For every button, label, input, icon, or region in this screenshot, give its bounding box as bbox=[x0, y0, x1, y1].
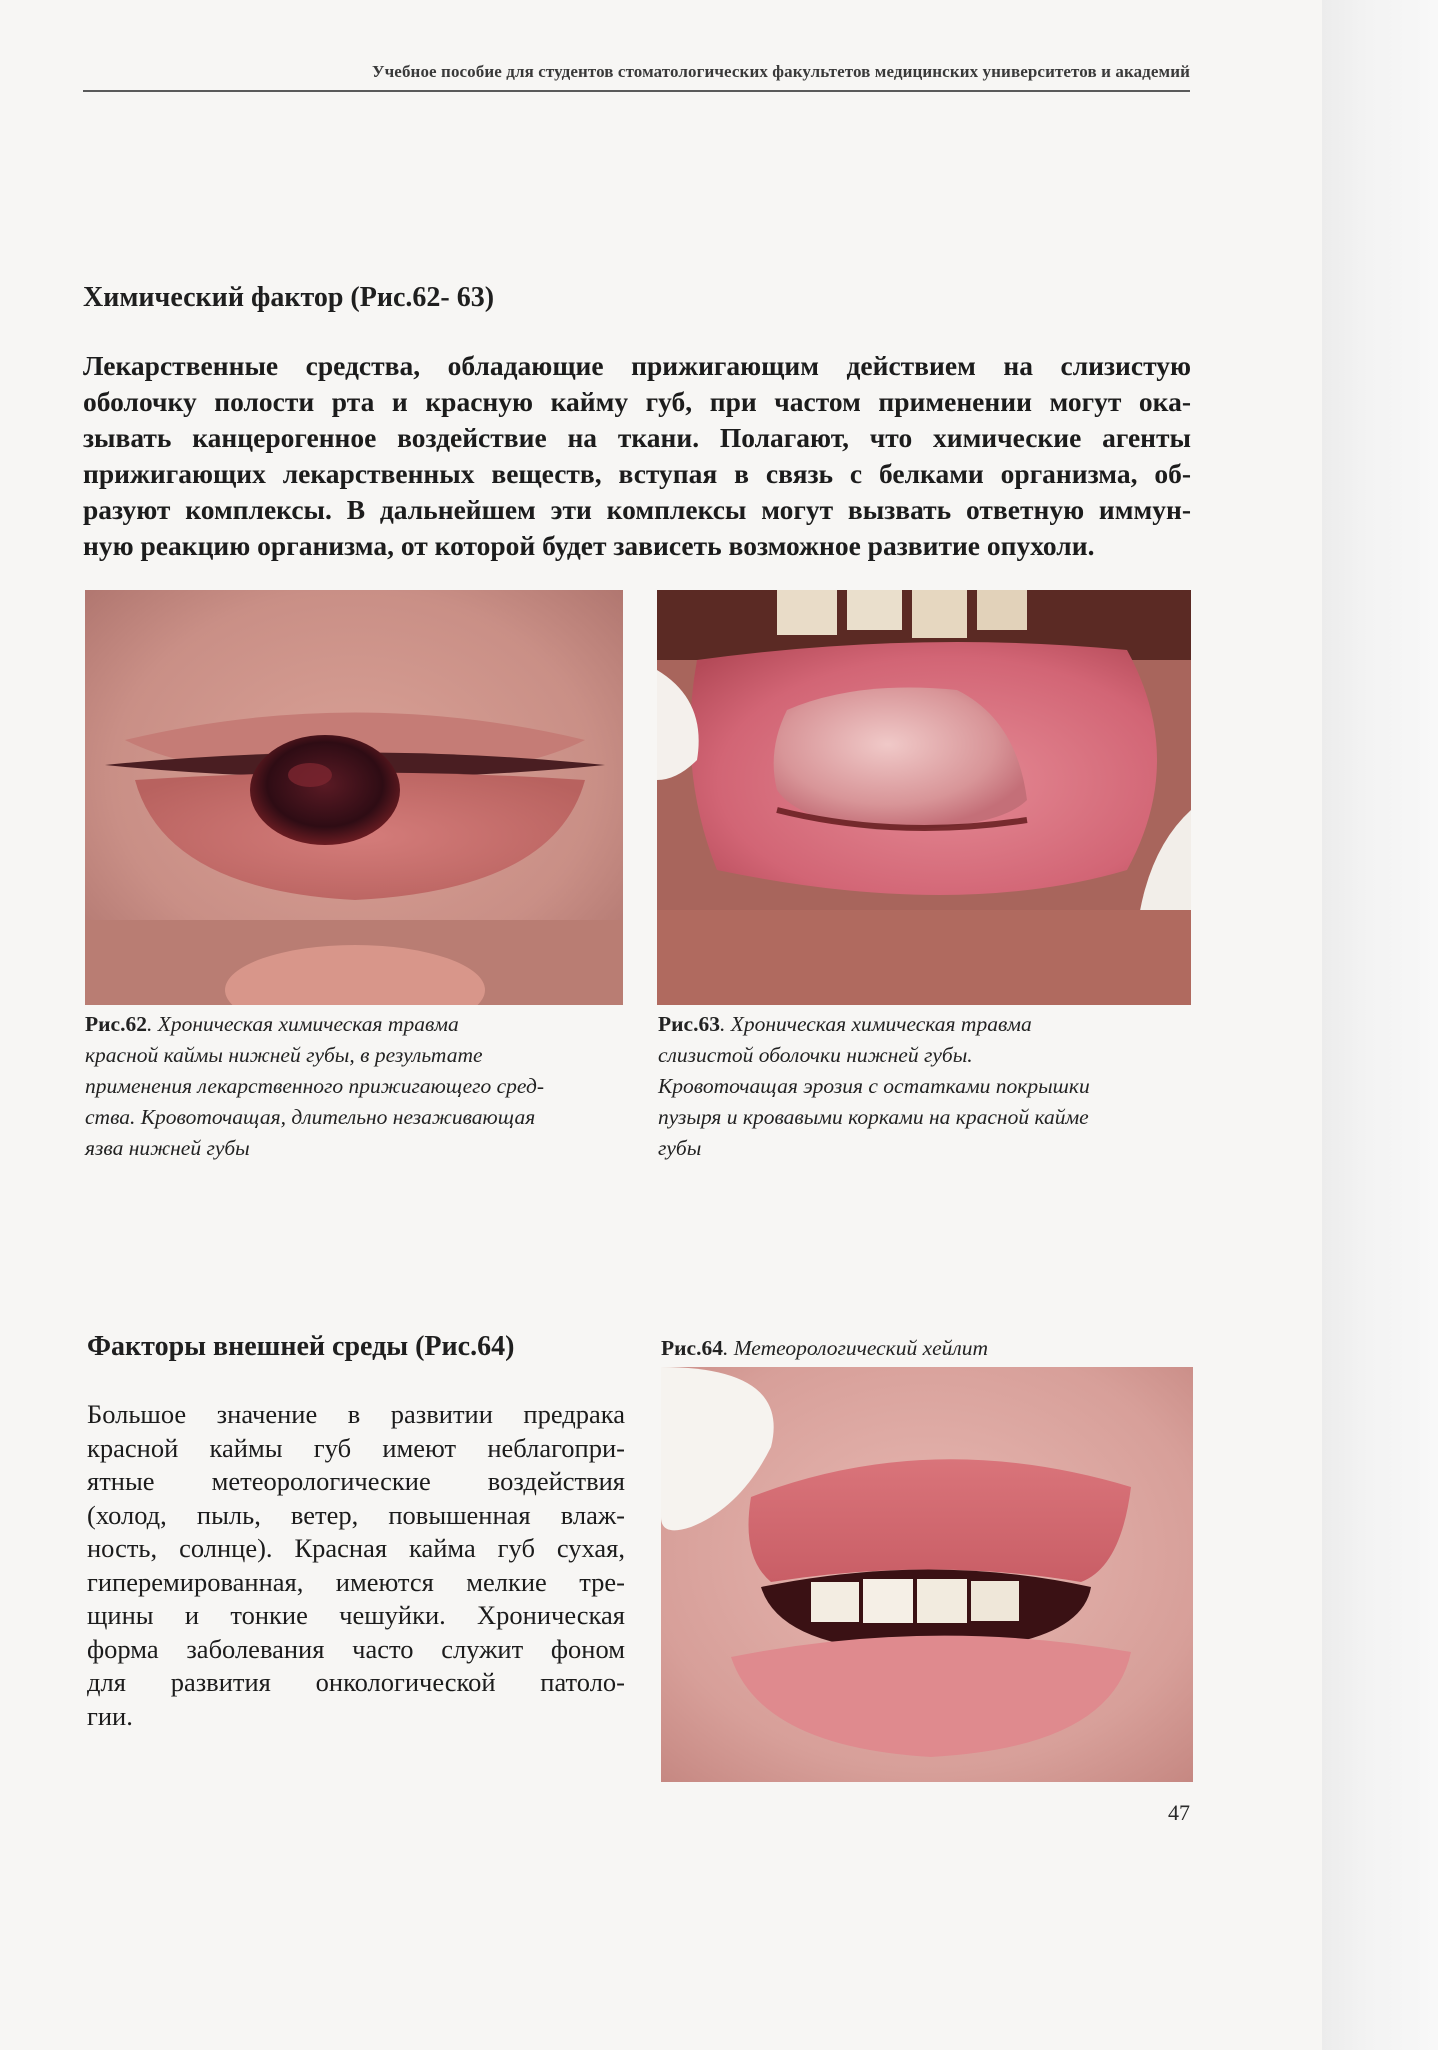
paragraph-line: гиперемированная, имеются мелкие тре- bbox=[87, 1566, 625, 1597]
figure-64-photo bbox=[661, 1367, 1193, 1782]
caption-line bbox=[658, 1009, 1218, 1040]
page-edge-shadow bbox=[1322, 0, 1438, 2050]
caption-line bbox=[85, 1009, 655, 1040]
figure-64-caption bbox=[661, 1333, 1141, 1364]
paragraph-line: для развития онкологической патоло- bbox=[87, 1667, 625, 1697]
caption-line: ства. Кровоточащая, длительно незаживающая bbox=[85, 1105, 536, 1129]
paragraph-line: ность, солнце). Красная кайма губ сухая, bbox=[87, 1533, 625, 1563]
caption-line: пузыря и кровавыми корками на красной кайме bbox=[658, 1105, 1089, 1129]
caption-line: язва нижней губы bbox=[85, 1136, 250, 1160]
caption-text: . Метеорологический хейлит bbox=[722, 1336, 989, 1360]
caption-line bbox=[661, 1333, 1141, 1364]
figure-label: Рис.64 bbox=[661, 1336, 723, 1360]
paragraph-line: оболочку полости рта и красную кайму губ, при частом применении могут ока- bbox=[83, 386, 1191, 417]
environment-factor-paragraph bbox=[87, 1398, 625, 1733]
chemical-factor-paragraph bbox=[83, 348, 1191, 564]
paragraph-line: форма заболевания часто служит фоном bbox=[87, 1633, 625, 1664]
figure-63-photo bbox=[657, 590, 1191, 1005]
figure-label: Рис.63 bbox=[658, 1012, 720, 1036]
figure-label: Рис.62 bbox=[85, 1012, 147, 1036]
caption-line: применения лекарственного прижигающего сред- bbox=[85, 1074, 544, 1098]
caption-line: губы bbox=[658, 1136, 702, 1160]
header-rule bbox=[83, 90, 1190, 92]
figure-62-photo bbox=[85, 590, 623, 1005]
section-heading-chemical: Химический фактор (Рис.62- 63) bbox=[83, 282, 495, 313]
paragraph-line: щины и тонкие чешуйки. Хроническая bbox=[87, 1600, 625, 1630]
paragraph-line: разуют комплексы. В дальнейшем эти комплексы могут вызвать ответную иммун- bbox=[83, 494, 1191, 525]
running-head: Учебное пособие для студентов стоматологических факультетов медицинских университетов и академий bbox=[372, 62, 1190, 81]
paragraph-line: прижигающих лекарственных веществ, вступая в связь с белками организма, об- bbox=[83, 458, 1191, 489]
caption-text: . Хроническая химическая травма bbox=[146, 1012, 459, 1036]
paragraph-line: ную реакцию организма, от которой будет зависеть возможное развитие опухоли. bbox=[83, 530, 1095, 561]
caption-line: красной каймы нижней губы, в результате bbox=[85, 1043, 483, 1067]
section-heading-environment: Факторы внешней среды (Рис.64) bbox=[87, 1331, 515, 1362]
paragraph-line: гии. bbox=[87, 1700, 133, 1731]
figure-62-caption bbox=[85, 1009, 655, 1164]
paragraph-line: Лекарственные средства, обладающие прижигающим действием на слизистую bbox=[83, 350, 1191, 381]
caption-text: . Хроническая химическая травма bbox=[719, 1012, 1032, 1036]
caption-line: слизистой оболочки нижней губы. bbox=[658, 1043, 973, 1067]
paragraph-line: ятные метеорологические воздействия bbox=[87, 1466, 625, 1496]
caption-line: Кровоточащая эрозия с остатками покрышки bbox=[658, 1074, 1090, 1098]
page-number: 47 bbox=[1168, 1800, 1190, 1825]
paragraph-line: Большое значение в развитии предрака bbox=[87, 1399, 625, 1429]
paragraph-line: (холод, пыль, ветер, повышенная влаж- bbox=[87, 1499, 625, 1530]
figure-63-caption bbox=[658, 1009, 1218, 1164]
paragraph-line: зывать канцерогенное воздействие на ткани. Полагают, что химические агенты bbox=[83, 422, 1191, 453]
paragraph-line: красной каймы губ имеют неблагопри- bbox=[87, 1432, 625, 1463]
